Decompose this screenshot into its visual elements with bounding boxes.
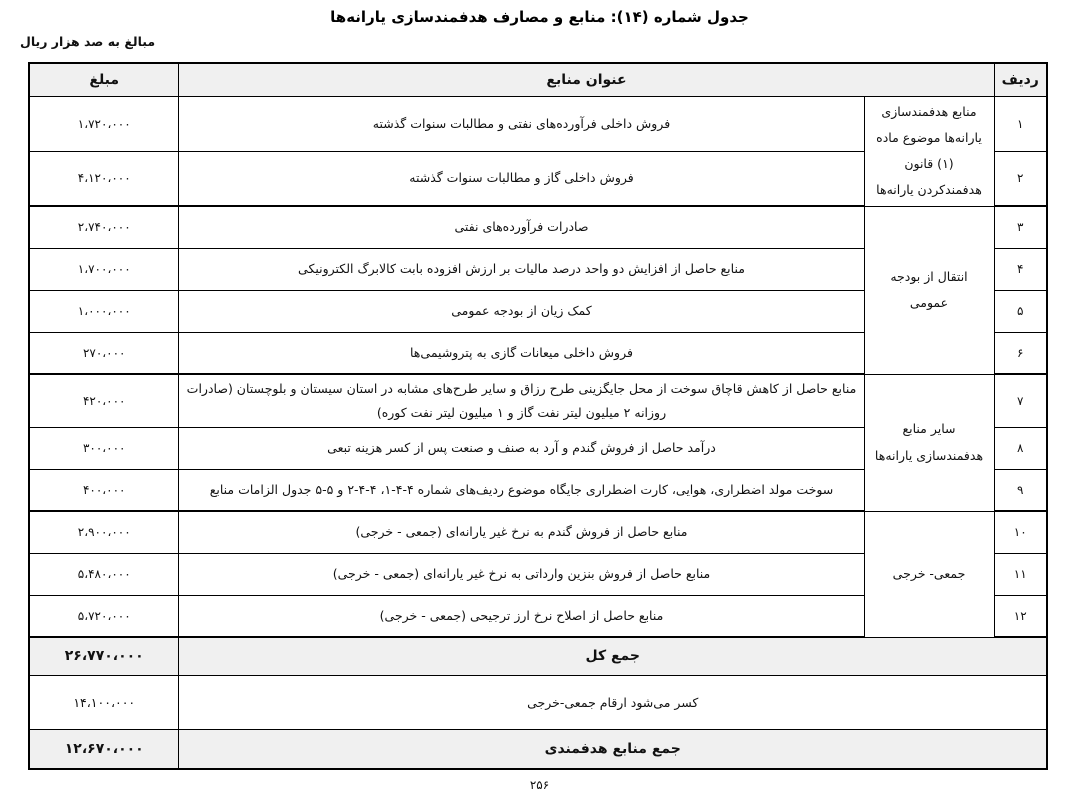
- source-title-cell: صادرات فرآورده‌های نفتی: [179, 206, 864, 248]
- source-title-cell: فروش داخلی گاز و مطالبات سنوات گذشته: [179, 151, 864, 206]
- unit-note: مبالغ به صد هزار ریال: [20, 34, 156, 49]
- amount-cell: ۲،۹۰۰،۰۰۰: [29, 511, 179, 553]
- amount-cell: ۵،۷۲۰،۰۰۰: [29, 595, 179, 637]
- net-total-label: جمع منابع هدفمندی: [179, 729, 1047, 769]
- grand-total-amount: ۲۶،۷۷۰،۰۰۰: [29, 637, 179, 675]
- table-row: [29, 374, 1047, 427]
- source-title-cell: کمک زیان از بودجه عمومی: [179, 290, 864, 332]
- amount-cell: ۱،۷۰۰،۰۰۰: [29, 248, 179, 290]
- header-row-number: ردیف: [994, 63, 1047, 96]
- amount-cell: ۴۰۰،۰۰۰: [29, 469, 179, 511]
- amount-cell: ۱،۷۲۰،۰۰۰: [29, 96, 179, 151]
- row-number-cell: ۲: [994, 151, 1047, 206]
- source-title-cell: منابع حاصل از فروش بنزین وارداتی به نرخ غیر یارانه‌ای (جمعی - خرجی): [179, 553, 864, 595]
- table-row: [29, 96, 1047, 151]
- row-number-cell: ۱۰: [994, 511, 1047, 553]
- amount-cell: ۳۰۰،۰۰۰: [29, 427, 179, 469]
- source-title-cell: سوخت مولد اضطراری، هوایی، کارت اضطراری جایگاه موضوع ردیف‌های شماره ۴-۴-۱، ۴-۴-۲ و ۵-۵ جدول الزامات منابع: [179, 469, 864, 511]
- source-title-cell: منابع حاصل از افزایش دو واحد درصد مالیات بر ارزش افزوده بابت کالابرگ الکترونیکی: [179, 248, 864, 290]
- table-header: [29, 63, 1047, 96]
- row-number-cell: ۶: [994, 332, 1047, 374]
- table-footer: [29, 637, 1047, 769]
- page-title: جدول شماره (۱۴): منابع و مصارف هدفمندسازی یارانه‌ها: [330, 8, 749, 26]
- amount-cell: ۲۷۰،۰۰۰: [29, 332, 179, 374]
- amount-cell: ۴،۱۲۰،۰۰۰: [29, 151, 179, 206]
- net-total-amount: ۱۲،۶۷۰،۰۰۰: [29, 729, 179, 769]
- table-row: [29, 511, 1047, 553]
- group-label-cell: سایر منابع هدفمندسازی یارانه‌ها: [864, 374, 994, 511]
- header-source-title: عنوان منابع: [179, 63, 994, 96]
- amount-cell: ۲،۷۴۰،۰۰۰: [29, 206, 179, 248]
- source-title-cell: درآمد حاصل از فروش گندم و آرد به صنف و صنعت پس از کسر هزینه تبعی: [179, 427, 864, 469]
- source-title-cell: فروش داخلی میعانات گازی به پتروشیمی‌ها: [179, 332, 864, 374]
- row-number-cell: ۱۱: [994, 553, 1047, 595]
- amount-cell: ۴۲۰،۰۰۰: [29, 374, 179, 427]
- group-label-cell: جمعی- خرجی: [864, 511, 994, 637]
- deduction-label: کسر می‌شود ارقام جمعی-خرجی: [179, 675, 1047, 729]
- row-number-cell: ۸: [994, 427, 1047, 469]
- row-number-cell: ۵: [994, 290, 1047, 332]
- amount-cell: ۱،۰۰۰،۰۰۰: [29, 290, 179, 332]
- amount-cell: ۵،۴۸۰،۰۰۰: [29, 553, 179, 595]
- header-row: [29, 63, 1047, 96]
- source-title-cell: فروش داخلی فرآورده‌های نفتی و مطالبات سنوات گذشته: [179, 96, 864, 151]
- row-number-cell: ۷: [994, 374, 1047, 427]
- source-title-cell: منابع حاصل از اصلاح نرخ ارز ترجیحی (جمعی - خرجی): [179, 595, 864, 637]
- row-number-cell: ۴: [994, 248, 1047, 290]
- row-number-cell: ۱: [994, 96, 1047, 151]
- source-title-cell: منابع حاصل از فروش گندم به نرخ غیر یارانه‌ای (جمعی - خرجی): [179, 511, 864, 553]
- row-number-cell: ۹: [994, 469, 1047, 511]
- row-number-cell: ۱۲: [994, 595, 1047, 637]
- grand-total-row: [29, 637, 1047, 675]
- header-amount: مبلغ: [29, 63, 179, 96]
- resources-table: [28, 62, 1048, 770]
- net-total-row: [29, 729, 1047, 769]
- group-label-cell: منابع هدفمندسازی یارانه‌ها موضوع ماده (۱) قانون هدفمندکردن یارانه‌ها: [864, 96, 994, 206]
- page-number: ۲۵۶: [529, 778, 550, 792]
- grand-total-label: جمع کل: [179, 637, 1047, 675]
- table-row: [29, 206, 1047, 248]
- deduction-row: [29, 675, 1047, 729]
- table-body: [29, 96, 1047, 637]
- row-number-cell: ۳: [994, 206, 1047, 248]
- source-title-cell: منابع حاصل از کاهش قاچاق سوخت از محل جایگزینی طرح رزاق و سایر طرح‌های مشابه در استان سیستان و بلوچستان (صادرات روزانه ۲ میلیون لیتر نفت گاز و ۱ میلیون لیتر نفت کوره): [179, 374, 864, 427]
- deduction-amount: ۱۴،۱۰۰،۰۰۰: [29, 675, 179, 729]
- group-label-cell: انتقال از بودجه عمومی: [864, 206, 994, 374]
